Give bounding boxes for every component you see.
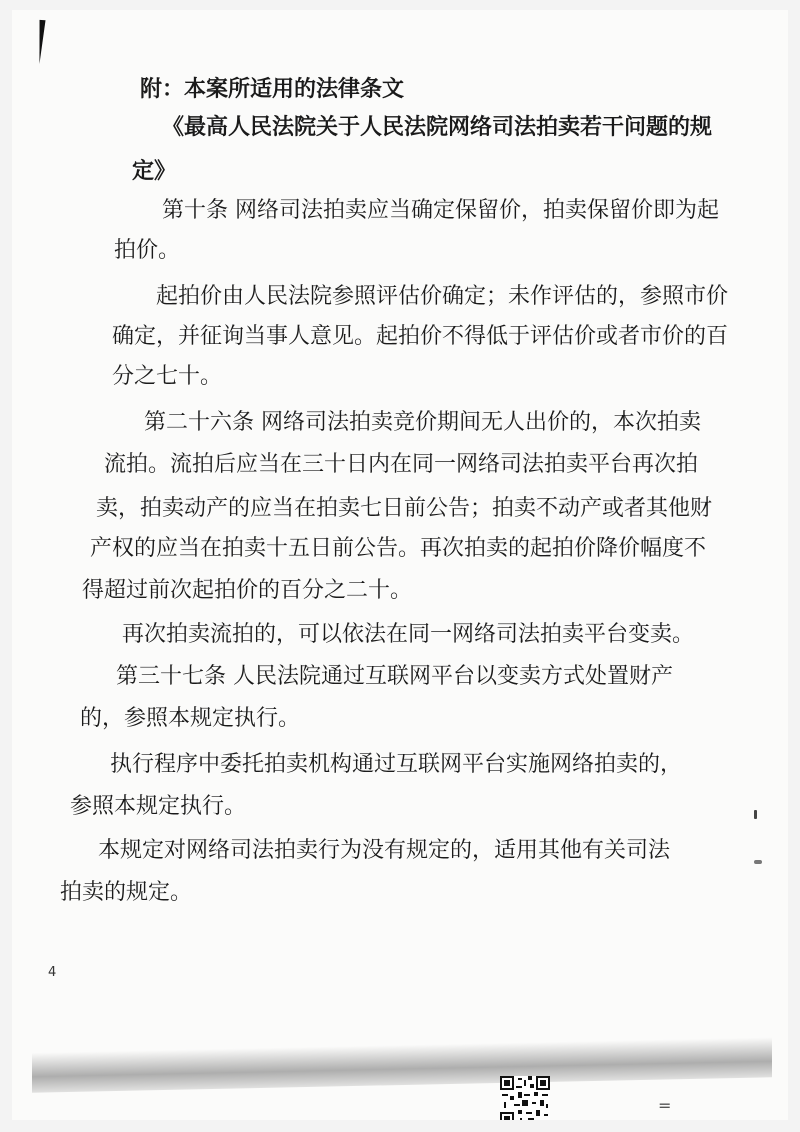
body-line: 的，参照本规定执行。 — [80, 706, 301, 731]
body-line: 得超过前次起拍价的百分之二十。 — [82, 578, 413, 603]
appendix-heading: 附：本案所适用的法律条文 — [140, 76, 405, 102]
body-line: 起拍价由人民法院参照评估价确定；未作评估的，参照市价 — [156, 284, 729, 309]
scan-smudge — [754, 860, 762, 864]
body-line: 卖，拍卖动产的应当在拍卖七日前公告；拍卖不动产或者其他财 — [96, 496, 713, 521]
law-title-line-2: 定》 — [132, 158, 177, 184]
body-line: 确定，并征询当事人意见。起拍价不得低于评估价或者市价的百 — [112, 324, 729, 349]
qr-code-icon — [500, 1076, 550, 1120]
scan-edge-mark — [36, 20, 45, 64]
footer-symbol: = — [658, 1096, 672, 1115]
body-line: 再次拍卖流拍的，可以依法在同一网络司法拍卖平台变卖。 — [122, 622, 695, 647]
scan-smudge — [754, 810, 757, 819]
body-line: 拍价。 — [114, 238, 181, 263]
body-line: 产权的应当在拍卖十五日前公告。再次拍卖的起拍价降价幅度不 — [90, 536, 707, 561]
body-line: 第三十七条 人民法院通过互联网平台以变卖方式处置财产 — [116, 664, 673, 689]
body-line: 流拍。流拍后应当在三十日内在同一网络司法拍卖平台再次拍 — [104, 452, 699, 477]
body-line: 执行程序中委托拍卖机构通过互联网平台实施网络拍卖的， — [110, 752, 683, 777]
document-page — [12, 10, 788, 1120]
page-number: 4 — [48, 965, 57, 980]
body-line: 第十条 网络司法拍卖应当确定保留价，拍卖保留价即为起 — [162, 198, 719, 223]
body-line: 分之七十。 — [112, 364, 223, 389]
page-fold-shadow — [32, 1037, 772, 1093]
law-title-line-1: 《最高人民法院关于人民法院网络司法拍卖若干问题的规 — [162, 114, 713, 140]
body-line: 第二十六条 网络司法拍卖竞价期间无人出价的，本次拍卖 — [144, 410, 701, 435]
body-line: 本规定对网络司法拍卖行为没有规定的，适用其他有关司法 — [98, 838, 671, 863]
body-line: 参照本规定执行。 — [70, 794, 247, 819]
body-line: 拍卖的规定。 — [60, 880, 193, 905]
